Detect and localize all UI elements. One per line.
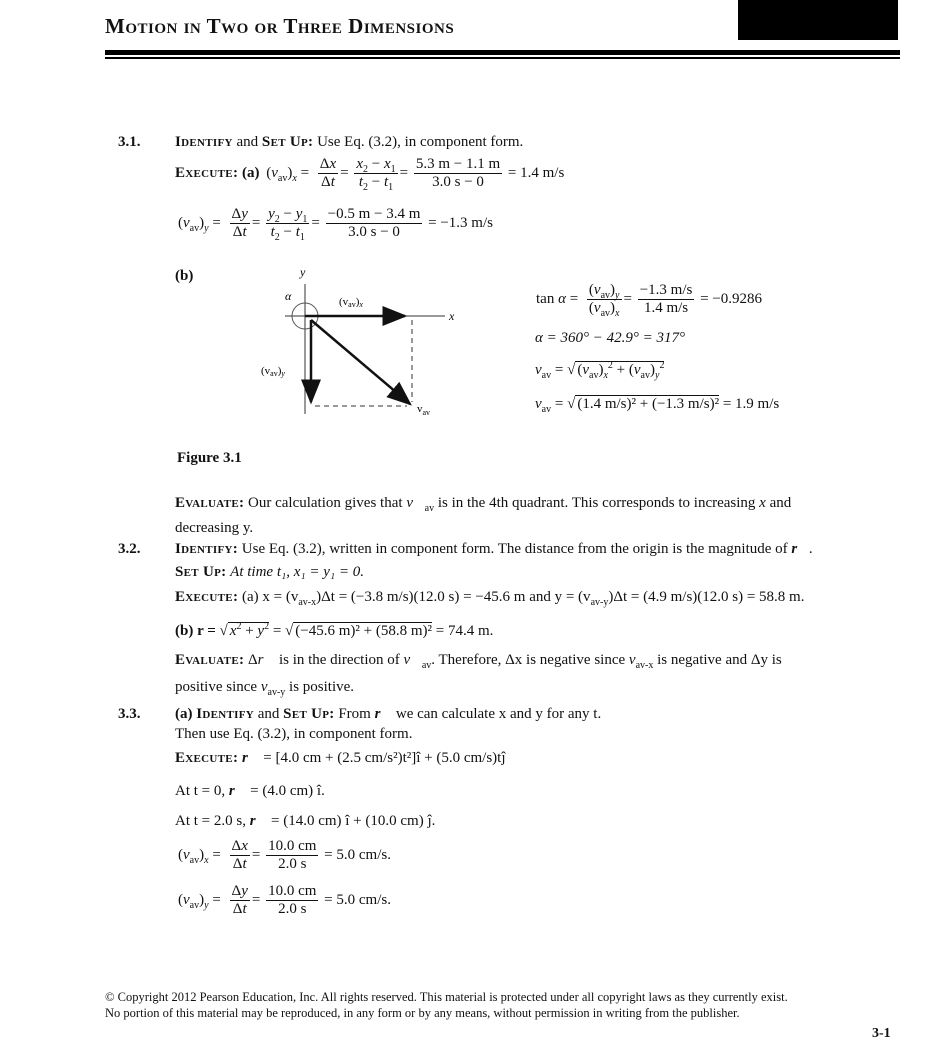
setup-text1: From xyxy=(338,706,371,722)
vav-result: = 1.9 m/s xyxy=(722,396,780,412)
vav-root: (1.4 m/s)² + (−1.3 m/s)² xyxy=(577,396,720,412)
vx-result: = 1.4 m/s xyxy=(507,164,565,181)
evaluate-text1: Our calculation gives that xyxy=(248,495,403,511)
execute-label: Execute: xyxy=(175,750,239,766)
at-t0-eq: = (4.0 cm) î. xyxy=(250,783,325,799)
vav-vector xyxy=(311,320,410,404)
page-title: Motion in Two or Three Dimensions xyxy=(105,14,455,38)
execute-label: Execute: xyxy=(175,589,239,605)
setup-label: Set Up: xyxy=(261,134,314,150)
alpha-label: α xyxy=(285,289,292,303)
s33-vy-eq: $(v_{av})_y$ = $\frac{\Delta y}{\Delta t}$ = $\frac{10.0 cm}{2.0 s}$ = 5.0 cm/s. xyxy=(178,883,391,917)
copyright-line2: No portion of this material may be reproduced, in any form or by any means, without permission in writing from the publisher. xyxy=(105,1006,740,1020)
header-rule-thin xyxy=(105,57,900,59)
y-axis-label: y xyxy=(300,265,306,279)
vav-label: $v_{av}$ xyxy=(417,403,431,417)
s31-execute-vy: $(v_{av})_y$ = $\frac{\Delta y}{\Delta t}$ = $\frac{y_2 - y_1}{t_2 - t_1}$ = $\frac{-0.5 m - 3.4 m}{3.0 s - 0}$ = −1.3 m/s xyxy=(178,206,493,243)
s33-identify-line: (a) Identify and Set Up: From r⃗ we can calculate x and y for any t. xyxy=(175,706,602,722)
s33-execute-line: Execute: r⃗ = [4.0 cm + (2.5 cm/s²)t²]î + (5.0 cm/s)tĵ xyxy=(175,750,506,766)
vy-result: = 5.0 cm/s. xyxy=(324,891,391,908)
execute-label: Execute: xyxy=(175,164,239,181)
vavx-label: (vav)x xyxy=(339,296,363,309)
page-number: 3-1 xyxy=(872,1026,891,1041)
vx-denominator: 2.0 s xyxy=(278,856,307,872)
execute-a-part2: )Δt = (−3.8 m/s)(12.0 s) = −45.6 m and y = (v xyxy=(316,589,591,605)
s32-evaluate-line2: positive since $v_{av-y}$ is positive. xyxy=(175,679,355,698)
tan-numerator: −1.3 m/s xyxy=(639,282,693,298)
evaluate-line2b: is positive. xyxy=(289,679,355,695)
execute-b-label: (b) r = xyxy=(175,623,216,639)
s32-identify-line: Identify: Use Eq. (3.2), written in component form. The distance from the origin is the magnitude of r⃗. xyxy=(175,541,813,557)
at-t0-label: At t = 0, xyxy=(175,783,226,799)
and-text: and xyxy=(257,706,280,722)
tan-alpha-eq: tan α = $\frac{(v_{av})_y}{(v_{av})_x}$ = $\frac{-1.3 m/s}{1.4 m/s}$ = −0.9286 xyxy=(536,282,763,319)
and-text: and xyxy=(236,134,259,150)
vavy-label: (vav)y xyxy=(261,365,285,378)
vy-denominator: 3.0 s − 0 xyxy=(348,224,400,240)
x-axis-label: x xyxy=(449,309,455,323)
identify-label: Identify xyxy=(175,134,233,150)
evaluate-label: Evaluate: xyxy=(175,495,245,511)
vy-numerator: 10.0 cm xyxy=(268,883,317,899)
at-t2-eq: = (14.0 cm) î + (10.0 cm) ĵ. xyxy=(270,813,436,829)
part-a-label: (a) xyxy=(175,706,193,722)
vx-denominator: 3.0 s − 0 xyxy=(432,174,484,190)
s31-identify-line xyxy=(175,134,523,151)
setup-text2: we can calculate x and y for any t. xyxy=(395,706,602,722)
s31-evaluate-line2: decreasing y. xyxy=(175,520,254,536)
s32-setup-line xyxy=(175,564,364,581)
at-t2-label: At t = 2.0 s, xyxy=(175,813,246,829)
tan-result: = −0.9286 xyxy=(700,290,763,307)
vy-result: = −1.3 m/s xyxy=(428,214,493,231)
evaluate-line2a: positive since xyxy=(175,679,258,695)
s33-at-t2: At t = 2.0 s, r⃗ = (14.0 cm) î + (10.0 cm) ĵ. xyxy=(175,813,436,829)
evaluate-text2: . Therefore, Δx is negative since xyxy=(431,652,626,668)
copyright-line1: © Copyright 2012 Pearson Education, Inc. All rights reserved. This material is protected under all copyright laws as they currently exist. xyxy=(105,990,788,1004)
evaluate-text: is in the direction of xyxy=(278,652,400,668)
part-b-label: (b) xyxy=(175,268,194,284)
vx-numerator: 5.3 m − 1.1 m xyxy=(415,156,501,172)
header-rule-thick xyxy=(105,50,900,55)
setup-text: Use Eq. (3.2), in component form. xyxy=(317,134,524,150)
evaluate-text3: is negative and Δy is xyxy=(657,652,782,668)
s32-evaluate-line1: Evaluate: Δr⃗ is in the direction of $v⃗_{av}$. Therefore, Δx is negative since $v_{av-x}$ is negative and Δy is xyxy=(175,652,782,671)
setup-label: Set Up: xyxy=(175,564,227,580)
evaluate-text3: and xyxy=(769,495,792,511)
alpha-line: α = 360° − 42.9° = 317° xyxy=(535,330,685,346)
vy-numerator: −0.5 m − 3.4 m xyxy=(327,206,421,222)
execute-b-result: = 74.4 m. xyxy=(435,623,494,639)
velocity-diagram xyxy=(255,262,470,422)
setup-text: At time t₁, x₁ = y₁ = 0. xyxy=(230,564,364,580)
section-number-3-1: 3.1. xyxy=(118,134,141,150)
evaluate-text2: is in the 4th quadrant. This corresponds to increasing xyxy=(437,495,756,511)
section-number-3-2: 3.2. xyxy=(118,541,141,557)
s32-execute-a: Execute: (a) $x = (v_{av-x})\Delta t = (-3.8$ m/s)(12.0 s) = −45.6 m and $y = (v_{av-y})\Delta t = (4.9$ m/s)(12.0 s) = 58.8 m. xyxy=(175,589,805,608)
s33-at-t0: At t = 0, r⃗ = (4.0 cm) î. xyxy=(175,783,325,799)
vy-denominator: 2.0 s xyxy=(278,901,307,917)
tan-denominator: 1.4 m/s xyxy=(643,300,689,316)
s32-execute-b: (b) r = √ $x^2 + y^2$ = √ (−45.6 m)² + (58.8 m)² = 74.4 m. xyxy=(175,621,494,639)
execute-eq: = [4.0 cm + (2.5 cm/s²)t²]î + (5.0 cm/s)tĵ xyxy=(263,750,506,766)
execute-b-root: (−45.6 m)² + (58.8 m)² xyxy=(295,623,433,639)
s33-vx-eq: $(v_{av})_x$ = $\frac{\Delta x}{\Delta t}$ = $\frac{10.0 cm}{2.0 s}$ = 5.0 cm/s. xyxy=(178,838,391,872)
s31-evaluate-line1: Evaluate: Our calculation gives that $v⃗_{av}$ is in the 4th quadrant. This corresponds to increasing x and xyxy=(175,495,792,514)
figure-caption: Figure 3.1 xyxy=(177,450,242,466)
identify-text: Use Eq. (3.2), written in component form. The distance from the origin is the magnitude of xyxy=(241,541,788,557)
identify-label: Identify xyxy=(196,706,254,722)
vx-numerator: 10.0 cm xyxy=(268,838,317,854)
evaluate-label: Evaluate: xyxy=(175,652,245,668)
header-black-box xyxy=(738,0,898,40)
execute-a-part1: (a) x = (v xyxy=(242,589,299,605)
execute-b-equals: = xyxy=(272,623,282,639)
identify-label: Identify: xyxy=(175,541,239,557)
vav-magnitude-eq: $v_{av}$ = √ $(v_{av})_x^2 + (v_{av})_y^2$ xyxy=(535,360,665,381)
s33-then-line: Then use Eq. (3.2), in component form. xyxy=(175,726,413,742)
s31-execute-a: Execute: (a) $(v_{av})_x$ = $\frac{\Delta x}{\Delta t}$ = $\frac{x_2 - x_1}{t_2 - t_1}$ = $\frac{5.3 m - 1.1 m}{3.0 s - 0}$ = 1.4 m/s xyxy=(175,156,565,193)
section-number-3-3: 3.3. xyxy=(118,706,141,722)
part-a-label: (a) xyxy=(242,164,260,181)
vav-numeric-eq: $v_{av}$ = √ (1.4 m/s)² + (−1.3 m/s)² = 1.9 m/s xyxy=(535,396,780,415)
setup-label: Set Up: xyxy=(283,706,335,722)
execute-a-part3: )Δt = (4.9 m/s)(12.0 s) = 58.8 m. xyxy=(608,589,805,605)
vx-result: = 5.0 cm/s. xyxy=(324,846,391,863)
